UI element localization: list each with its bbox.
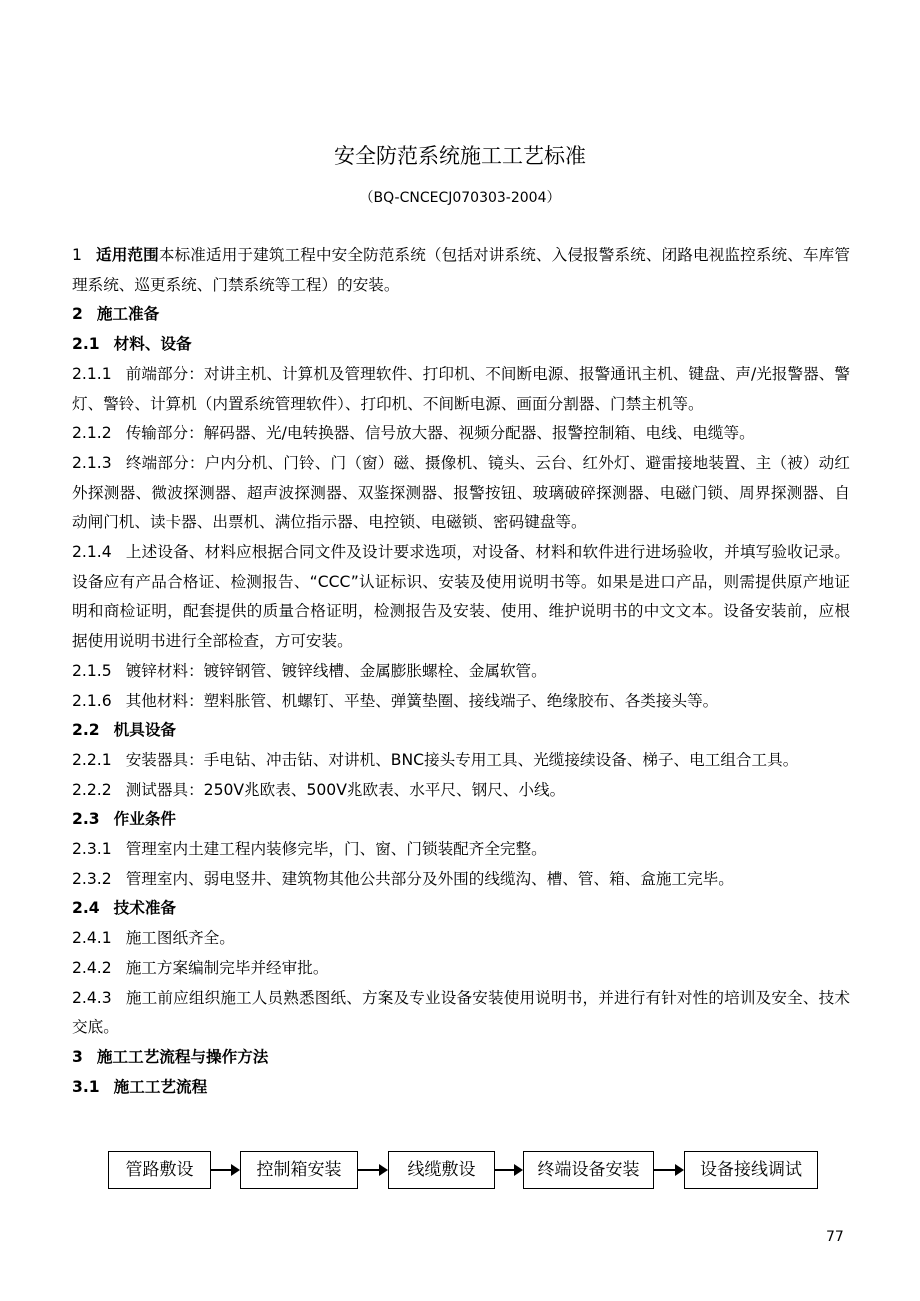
heading-text: 作业条件 [113, 810, 177, 829]
paragraph-text: 施工前应组织施工人员熟悉图纸、方案及专业设备安装使用说明书，并进行有针对性的培训及安全、技术交底。 [72, 988, 850, 1037]
document-code: （BQ-CNCECJ070303-2004） [359, 190, 561, 206]
section-number: 3 [72, 1047, 83, 1066]
section-number: 2.2 [72, 721, 100, 740]
section-number: 2.3.1 [72, 840, 112, 859]
paragraph-text: 安装器具：手电钻、冲击钻、对讲机、BNC接头专用工具、光缆接续设备、梯子、电工组合工具。 [125, 750, 799, 769]
section-number: 2.1.2 [72, 424, 112, 443]
paragraph-text: 测试器具：250V兆欧表、500V兆欧表、水平尺、钢尺、小线。 [125, 780, 566, 799]
section-number: 2.1.5 [72, 661, 112, 680]
section-number: 3.1 [72, 1077, 100, 1096]
section-number: 2.4.1 [72, 929, 112, 948]
section-heading [72, 805, 850, 835]
heading-text: 材料、设备 [113, 335, 192, 354]
section-number: 2.1.1 [72, 364, 112, 383]
flow-step: 控制箱安装 [240, 1151, 358, 1189]
heading-text: 施工准备 [96, 305, 160, 324]
paragraph-text: 前端部分：对讲主机、计算机及管理软件、打印机、不间断电源、报警通讯主机、键盘、声/光报警器、警灯、警铃、计算机（内置系统管理软件）、打印机、不间断电源、画面分割器、门禁主机等。 [72, 364, 850, 413]
paragraph-text: 终端部分：户内分机、门铃、门（窗）磁、摄像机、镜头、云台、红外灯、避雷接地装置、主（被）动红外探测器、微波探测器、超声波探测器、双鉴探测器、报警按钮、玻璃破碎探测器、电磁门锁、周界探测器、自动闸门机、读卡器、出票机、满位指示器、电控锁、电磁锁、密码键盘等。 [72, 453, 850, 532]
paragraph [72, 419, 850, 449]
arrow-icon [494, 1169, 521, 1171]
paragraph [72, 924, 850, 954]
section-number: 2.2.1 [72, 750, 112, 769]
section-heading [72, 330, 850, 360]
page-number: 77 [826, 1229, 844, 1245]
section-heading [72, 1043, 850, 1073]
document-body [72, 241, 850, 1102]
paragraph [72, 687, 850, 717]
flow-step: 设备接线调试 [684, 1151, 818, 1189]
paragraph-text: 传输部分：解码器、光/电转换器、信号放大器、视频分配器、报警控制箱、电线、电缆等。 [125, 424, 755, 443]
paragraph [72, 746, 850, 776]
section-number: 2.1.3 [72, 453, 112, 472]
arrow-icon [357, 1169, 386, 1171]
paragraph-text: 镀锌材料：镀锌钢管、镀锌线槽、金属膨胀螺栓、金属软管。 [125, 661, 547, 680]
section-number: 2.1.6 [72, 691, 112, 710]
paragraph [72, 449, 850, 538]
section-number: 1 [72, 246, 82, 264]
paragraph [72, 865, 850, 895]
heading-text: 施工工艺流程与操作方法 [96, 1047, 269, 1066]
flow-step: 线缆敷设 [388, 1151, 495, 1189]
document-title: 安全防范系统施工工艺标准 [334, 144, 586, 168]
paragraph-text: 其他材料：塑料胀管、机螺钉、平垫、弹簧垫圈、接线端子、绝缘胶布、各类接头等。 [125, 691, 719, 710]
flow-step: 终端设备安装 [523, 1151, 654, 1189]
paragraph [72, 984, 850, 1043]
section-title: 适用范围 [95, 246, 159, 264]
section-number: 2.1 [72, 335, 100, 354]
section-heading [72, 894, 850, 924]
heading-text: 技术准备 [113, 899, 177, 918]
heading-text: 机具设备 [113, 721, 177, 740]
section-heading [72, 716, 850, 746]
paragraph-text: 管理室内、弱电竖井、建筑物其他公共部分及外围的线缆沟、槽、管、箱、盒施工完毕。 [125, 869, 734, 888]
arrow-icon [210, 1169, 238, 1171]
paragraph [72, 538, 850, 657]
paragraph [72, 954, 850, 984]
section-number: 2.4.3 [72, 988, 112, 1007]
paragraph-text: 施工图纸齐全。 [125, 929, 235, 948]
paragraph-text: 施工方案编制完毕并经审批。 [125, 958, 329, 977]
arrow-icon [653, 1169, 682, 1171]
heading-text: 施工工艺流程 [113, 1077, 208, 1096]
paragraph [72, 776, 850, 806]
section-number: 2.3 [72, 810, 100, 829]
paragraph-text: 上述设备、材料应根据合同文件及设计要求选项，对设备、材料和软件进行进场验收，并填写验收记录。设备应有产品合格证、检测报告、“CCC”认证标识、安装及使用说明书等。如果是进口产品，则需提供原产地证明和商检证明，配套提供的质量合格证明，检测报告及安装、使用、维护说明书的中文文本。设备安装前，应根据使用说明书进行全部检查，方可安装。 [72, 543, 850, 651]
paragraph [72, 360, 850, 419]
paragraph [72, 241, 850, 300]
section-number: 2.2.2 [72, 780, 112, 799]
section-heading [72, 1073, 850, 1103]
section-number: 2.1.4 [72, 543, 112, 562]
flow-step: 管路敷设 [108, 1151, 211, 1189]
section-heading [72, 300, 850, 330]
paragraph [72, 835, 850, 865]
section-number: 2.4 [72, 899, 100, 918]
paragraph-text: 管理室内土建工程内装修完毕，门、窗、门锁装配齐全完整。 [125, 840, 547, 859]
section-number: 2.4.2 [72, 958, 112, 977]
paragraph-text: 本标准适用于建筑工程中安全防范系统（包括对讲系统、入侵报警系统、闭路电视监控系统、车库管理系统、巡更系统、门禁系统等工程）的安装。 [72, 246, 850, 294]
section-number: 2 [72, 305, 83, 324]
section-number: 2.3.2 [72, 869, 112, 888]
paragraph [72, 657, 850, 687]
